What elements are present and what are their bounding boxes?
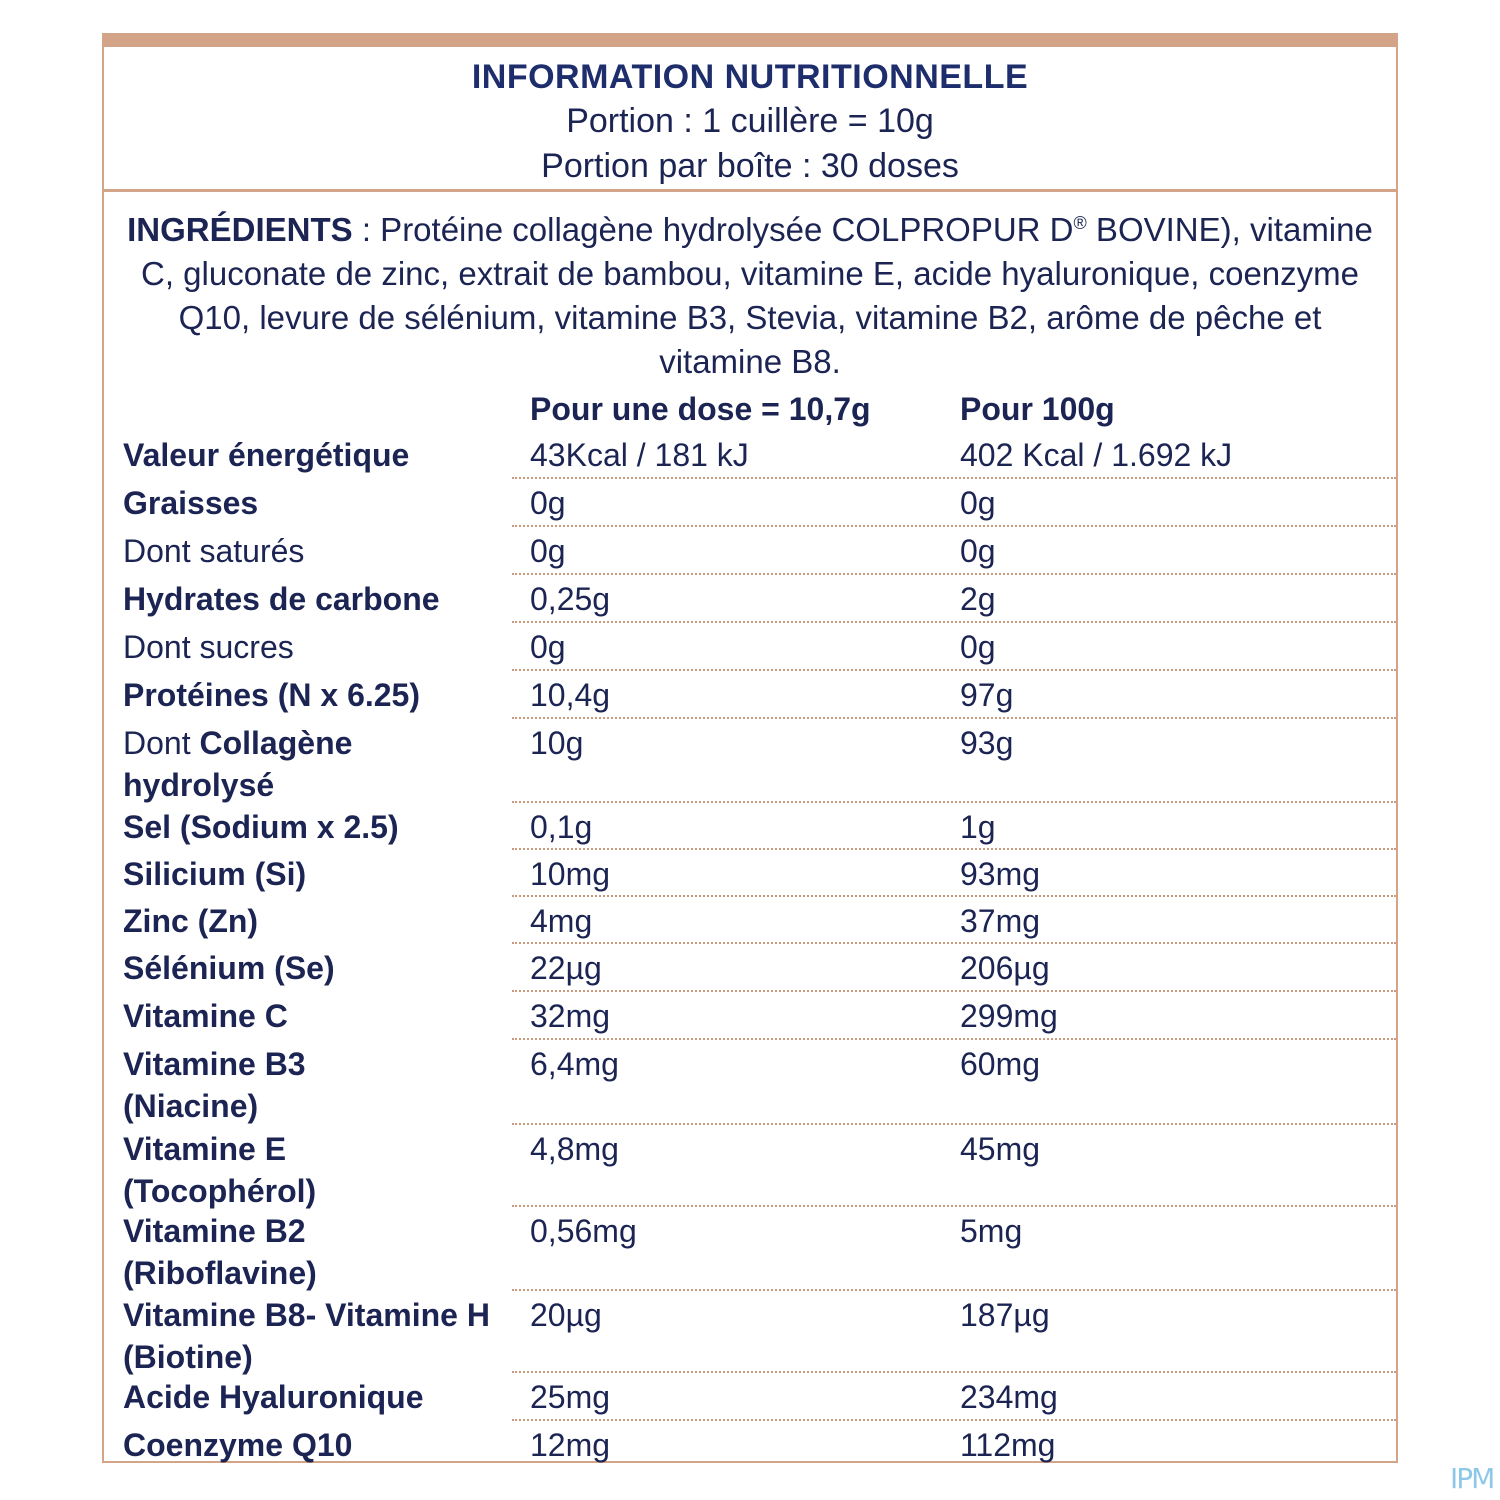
row-label: Vitamine C	[123, 998, 288, 1034]
row-label: Silicium (Si)	[123, 856, 307, 892]
row-label: Zinc (Zn)	[123, 903, 259, 939]
table-row	[104, 671, 1396, 719]
row-value-per-100g: 299mg	[960, 998, 1058, 1034]
row-value-per-100g: 2g	[960, 581, 996, 617]
table-row	[104, 431, 1396, 479]
row-label: Coenzyme Q10	[123, 1427, 353, 1463]
row-value-per-dose: 0g	[530, 629, 566, 665]
row-value-per-100g: 1g	[960, 809, 996, 845]
table-row	[104, 897, 1396, 944]
row-value-per-dose: 0g	[530, 533, 566, 569]
row-value-per-dose: 0,56mg	[530, 1213, 637, 1249]
nutrition-panel	[102, 33, 1398, 1463]
table-row	[104, 803, 1396, 850]
row-value-per-dose: 6,4mg	[530, 1046, 619, 1082]
table-header	[104, 387, 1396, 431]
row-value-per-100g: 0g	[960, 485, 996, 521]
table-row	[104, 1040, 1396, 1125]
row-value-per-dose: 0,1g	[530, 809, 593, 845]
table-row	[104, 1291, 1396, 1373]
row-label: Graisses	[123, 485, 259, 521]
table-row	[104, 944, 1396, 992]
row-value-per-100g: 0g	[960, 629, 996, 665]
table-row	[104, 719, 1396, 803]
row-value-per-dose: 20µg	[530, 1297, 602, 1333]
row-value-per-100g: 187µg	[960, 1297, 1050, 1333]
row-value-per-100g: 0g	[960, 533, 996, 569]
table-row	[104, 479, 1396, 527]
row-label-prefix: Dont	[123, 725, 200, 761]
row-value-per-100g: 93g	[960, 725, 1014, 761]
row-value-per-dose: 22µg	[530, 950, 602, 986]
table-row	[104, 527, 1396, 575]
row-label: Acide Hyaluronique	[123, 1379, 424, 1415]
ipm-watermark-logo: IPM	[1450, 1462, 1494, 1495]
row-label: Sel (Sodium x 2.5)	[123, 809, 399, 845]
row-value-per-dose: 10g	[530, 725, 584, 761]
row-label	[123, 722, 503, 806]
row-value-per-dose: 10mg	[530, 856, 611, 892]
table-row	[104, 1421, 1396, 1469]
row-value-per-100g: 402 Kcal / 1.692 kJ	[960, 437, 1233, 473]
column-header-per-dose: Pour une dose = 10,7g	[530, 391, 871, 427]
row-value-per-100g: 97g	[960, 677, 1014, 713]
nutrition-header	[104, 47, 1396, 192]
ingredients-text-part1: : Protéine collagène hydrolysée COLPROPUR D	[352, 211, 1074, 248]
ingredients-block	[104, 192, 1396, 384]
row-value-per-100g: 234mg	[960, 1379, 1058, 1415]
row-label: Valeur énergétique	[123, 437, 410, 473]
row-label: Vitamine E (Tocophérol)	[123, 1131, 317, 1209]
row-value-per-dose: 4mg	[530, 903, 593, 939]
row-value-per-dose: 32mg	[530, 998, 611, 1034]
row-label: Vitamine B3 (Niacine)	[123, 1046, 306, 1124]
table-row	[104, 1207, 1396, 1291]
row-value-per-100g: 37mg	[960, 903, 1041, 939]
row-label: Hydrates de carbone	[123, 581, 440, 617]
column-header-per-100g: Pour 100g	[960, 391, 1115, 427]
table-row	[104, 1373, 1396, 1421]
portion-text: Portion : 1 cuillère = 10g	[566, 102, 934, 140]
ingredients-text-part2: BOVINE), vitamine C, gluconate de zinc, extrait de bambou, vitamine E, acide hyaluronique, coenzyme Q10, levure de sélénium, vitamine B3, Stevia, vitamine B2, arôme de pêche et vitamine B8.	[140, 211, 1373, 380]
row-value-per-dose: 43Kcal / 181 kJ	[530, 437, 749, 473]
row-value-per-100g: 45mg	[960, 1131, 1041, 1167]
registered-mark: ®	[1073, 213, 1087, 233]
row-label-main: Collagène hydrolysé	[123, 725, 353, 803]
row-label: Vitamine B8- Vitamine H (Biotine)	[123, 1297, 490, 1375]
row-label: Dont sucres	[123, 629, 294, 665]
table-row	[104, 575, 1396, 623]
row-value-per-dose: 25mg	[530, 1379, 611, 1415]
row-value-per-100g: 206µg	[960, 950, 1050, 986]
row-value-per-dose: 4,8mg	[530, 1131, 619, 1167]
table-row	[104, 623, 1396, 671]
row-label: Vitamine B2 (Riboflavine)	[123, 1213, 317, 1291]
ingredients-label: INGRÉDIENTS	[127, 211, 353, 248]
table-row	[104, 992, 1396, 1040]
row-value-per-100g: 93mg	[960, 856, 1041, 892]
portion-per-box-text: Portion par boîte : 30 doses	[541, 147, 959, 185]
row-label: Sélénium (Se)	[123, 950, 335, 986]
row-value-per-100g: 5mg	[960, 1213, 1023, 1249]
row-value-per-100g: 60mg	[960, 1046, 1041, 1082]
table-row	[104, 1125, 1396, 1207]
row-value-per-dose: 0,25g	[530, 581, 611, 617]
nutrition-table	[104, 387, 1396, 1469]
row-value-per-100g: 112mg	[960, 1427, 1056, 1463]
page-title: INFORMATION NUTRITIONNELLE	[471, 58, 1029, 96]
row-value-per-dose: 12mg	[530, 1427, 611, 1463]
row-label: Dont saturés	[123, 533, 305, 569]
row-label: Protéines (N x 6.25)	[123, 677, 420, 713]
table-row	[104, 850, 1396, 897]
row-value-per-dose: 10,4g	[530, 677, 611, 713]
row-value-per-dose: 0g	[530, 485, 566, 521]
